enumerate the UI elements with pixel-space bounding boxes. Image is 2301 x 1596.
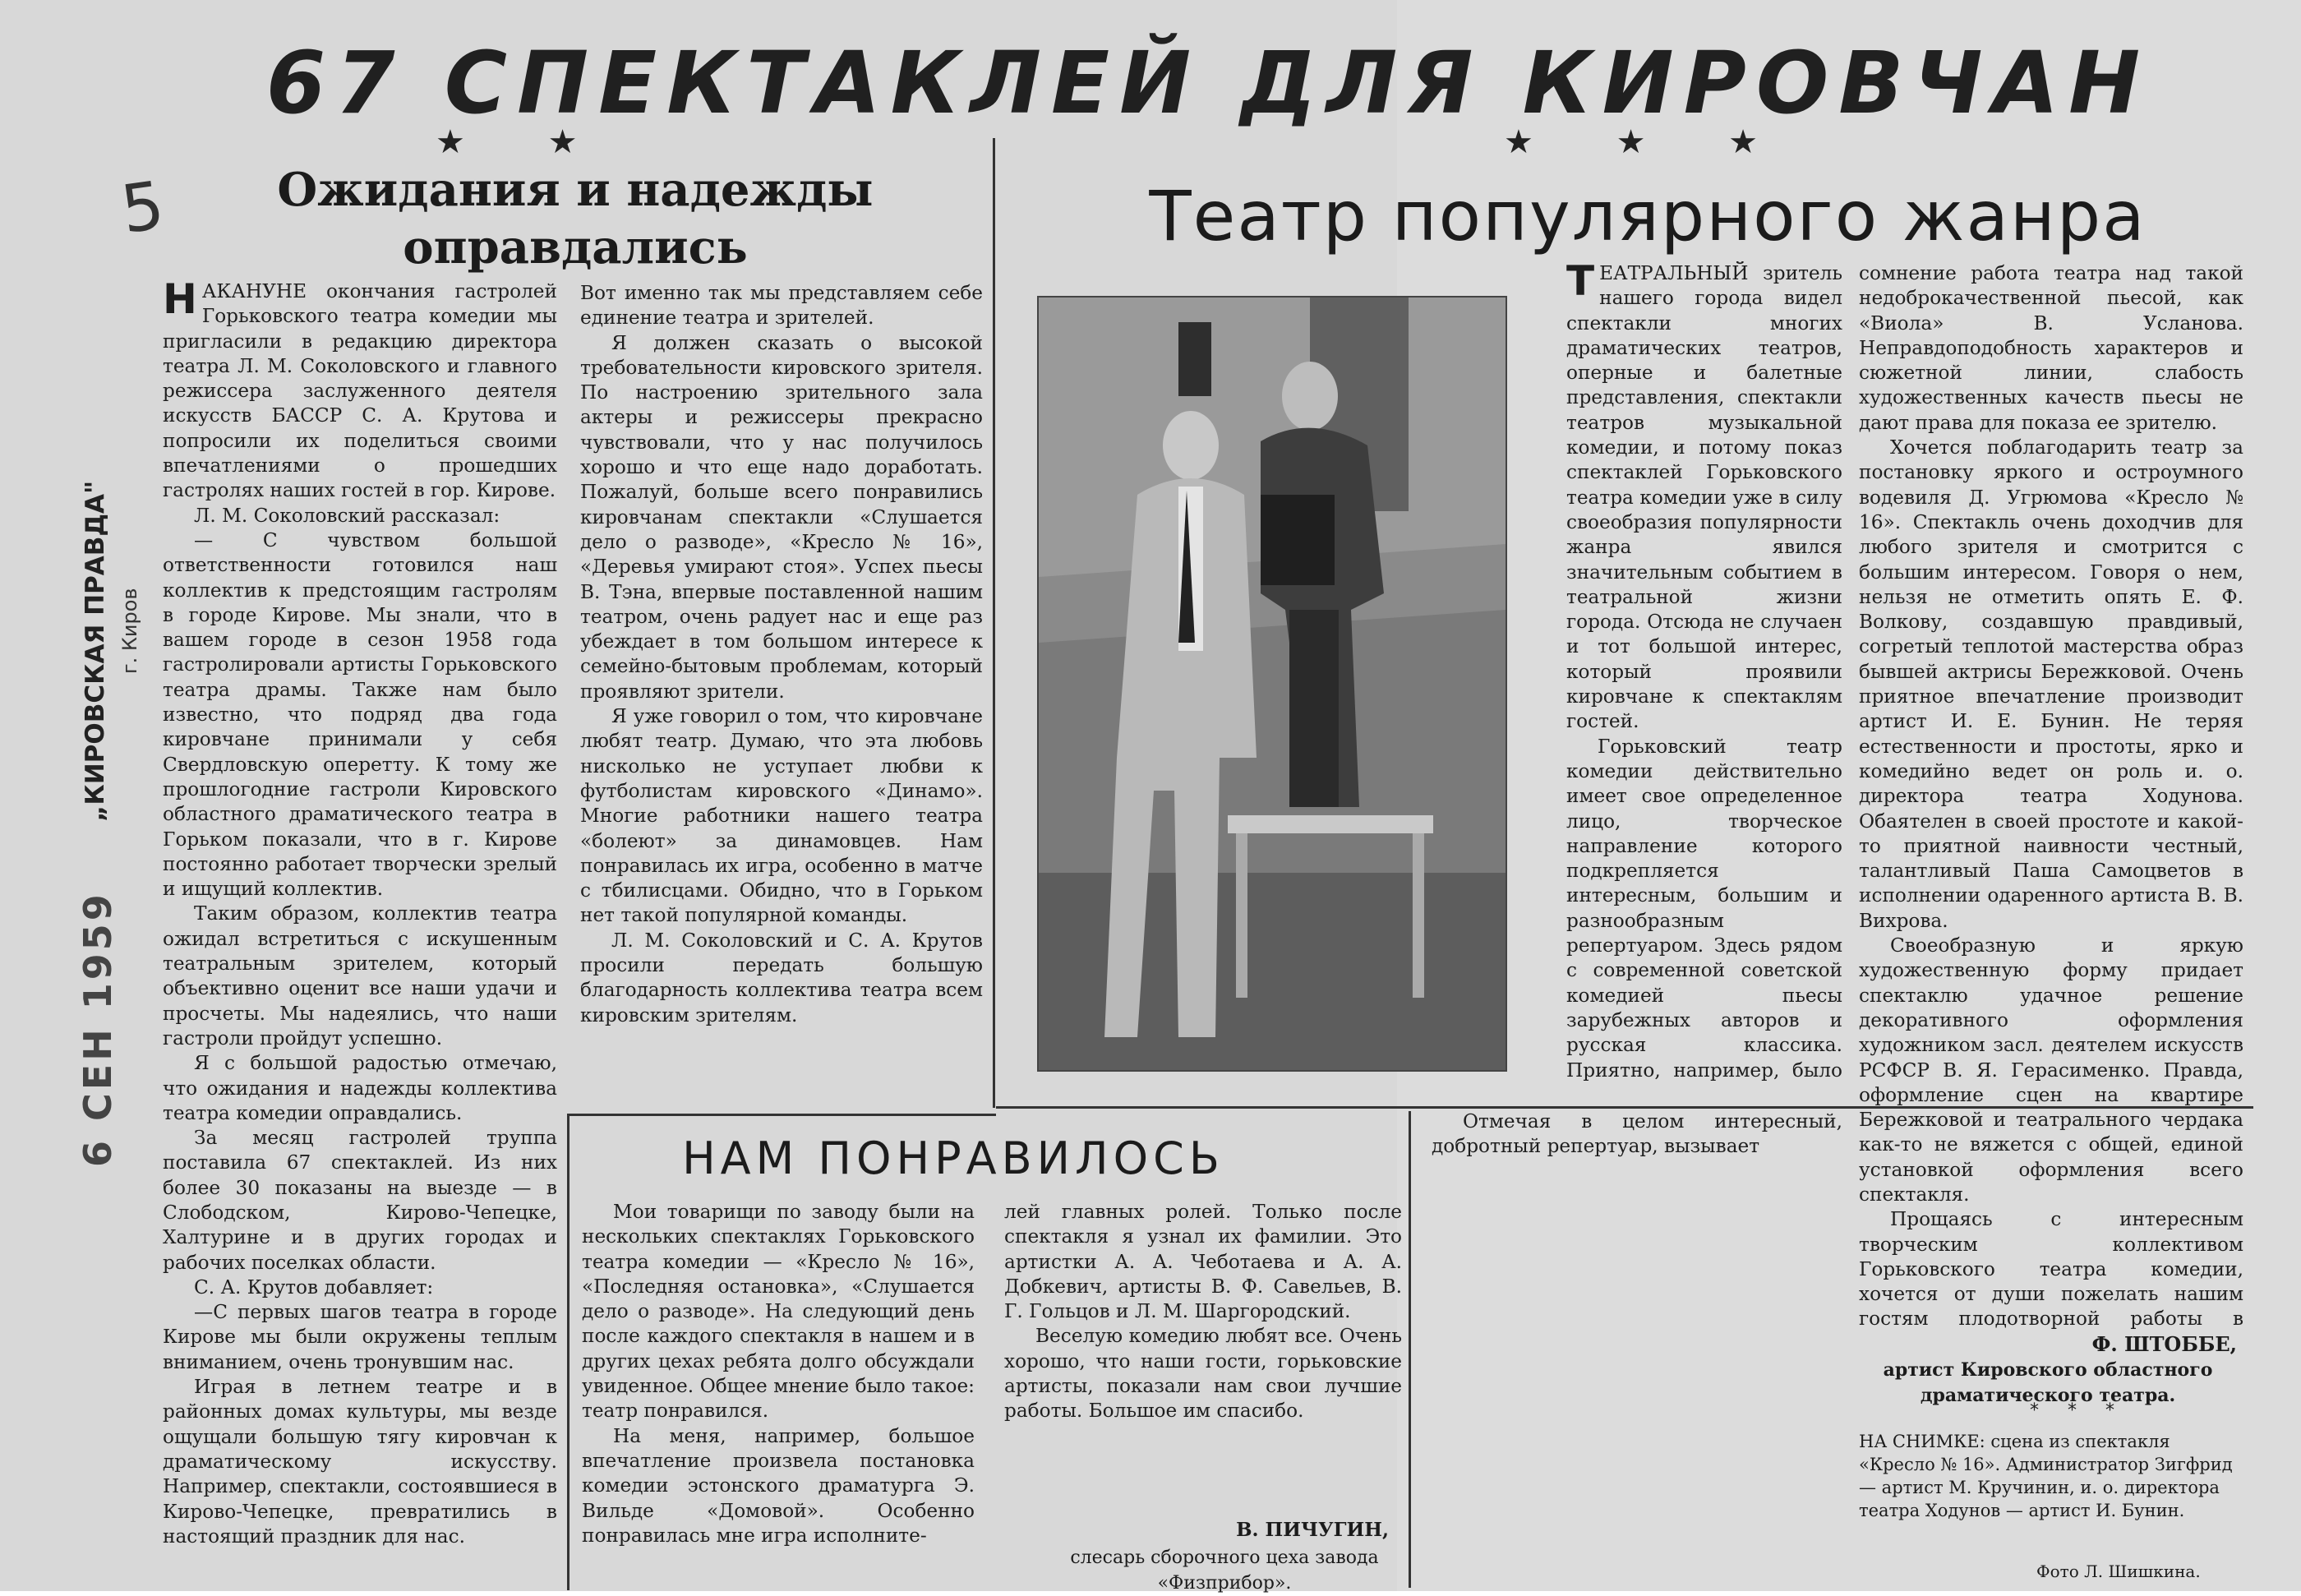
stars-left: ★ ★ [436,123,614,161]
scene-photo [1037,296,1507,1072]
article2-column-1-top [1566,261,1842,1083]
stars-right: ★ ★ ★ [1504,123,1795,161]
divider-lower-top [567,1114,996,1116]
divider-vertical-center [993,138,995,1108]
paragraph: Л. М. Соколовский и С. А. Крутов просили передать большую благодарность коллектива театра всем кировским зрителям. [580,929,983,1026]
paragraph: сомнение работа театра над такой недоброкачественной пьесой, как «Виола» В. Усланова. Неправдоподобность характеров и сюжетной линии, слабость художественных качеств пьесы не дают права для показа ее зрителю. [1859,262,2243,434]
paragraph: Прощаясь с интересным творческим коллективом Горьковского театра комедии, хочется от души пожелать нашим гостям плодотворной работы в [1859,1208,2243,1330]
article3-title: НАМ ПОНРАВИЛОСЬ [682,1132,1224,1184]
article1-column-2 [580,281,983,1103]
paragraph: Веселую комедию любят все. Очень хорошо, что наши гости, горьковские артисты, показали нам свои лучшие работы. Большое им спасибо. [1004,1325,1402,1423]
paragraph: Мои товарищи по заводу были на нескольких спектаклях Горьковского театра комедии — «Кресло № 16», «Последняя остановка», «Слушается дело о разводе». На следующий день после каждого спектакля в нашем и в других цехах ребята долго обсуждали увиденное. Общее мнение было такое: театр понравился. [582,1201,975,1423]
paragraph: Я с большой радостью отмечаю, что ожидания и надежды коллектива театра комедии оправдались. [163,1052,557,1124]
paragraph: Я уже говорил о том, что кировчане любят театр. Думаю, что эта любовь нисколько не уступает любви к футболистам кировского «Динамо». Многие работники нашего театра «болеют» за динамовцев. Нам понравилась их игра, особенно в матче с тбилисцами. Обидно, что в Горьком нет такой популярной команды. [580,705,983,927]
paragraph: — С чувством большой ответственности готовился наш коллектив к предстоящим гастролям в городе Кирове. Мы знали, что в вашем городе в сезон 1958 года гастролировали артисты Горьковского театра драмы. Также нам было известно, что подряд два года кировчане принимали у себя Свердловскую оперетту. К тому же прошлогодние гастроли Кировского областного драматического театра в Горьком показали, что в г. Кирове постоянно работает творчески зрелый и ищущий коллектив. [163,528,557,901]
paragraph: Горьковский театр комедии действительно имеет свое определенное лицо, творческое направление которого подкрепляется интересным, большим и разнообразным репертуаром. Здесь рядом с современной советской комедией пьесы зарубежных авторов и русская классика. Приятно, например, было [1566,735,1842,1082]
city-stamp: г. Киров [118,588,141,674]
paragraph: лей главных ролей. Только после спектакля я узнал их фамилии. Это артистки А. А. Чеботаева и А. А. Добкевич, артисты В. Ф. Савельев, В. Г. Гольцов и Л. М. Шаргородский. [1004,1201,1402,1323]
paragraph: Своеобразную и яркую художественную форму придает спектаклю удачное решение декоративного оформления художником засл. деятелем искусств РСФСР В. Я. Герасименко. Правда, оформление сцен на квартире Бережковой и театрального чердака как-то не вяжется с общей, единой установкой оформления всего спектакля. [1859,934,2243,1206]
divider-vertical-lower-right [1409,1111,1411,1588]
divider-vertical-lower [567,1114,569,1590]
photo-caption: НА СНИМКЕ: сцена из спектакля «Кресло № 16». Администратор Зигфрид — артист М. Кручинин, и. о. директора театра Ходунов — артист И. Бунин. [1859,1432,2233,1520]
article2-signature-role: артист Кировского областного драматического театра. [1883,1359,2213,1406]
article3-column-1 [582,1200,975,1591]
paragraph: На меня, например, большое впечатление произвела постановка комедии эстонского драматурга Э. Вильде «Домовой». Особенно понравилась мне игра исполните- [582,1424,975,1547]
paragraph: За месяц гастролей труппа поставила 67 спектаклей. Из них более 30 показаны на выезде — в Слободском, Кирово-Чепецке, Халтурине и в других городах и рабочих поселках области. [163,1127,557,1274]
article1-title: Ожидания и надежды оправдались [277,163,874,274]
article2-column-1-bottom [1432,1109,1842,1591]
paragraph: Л. М. Соколовский рассказал: [194,504,500,527]
paragraph: —С первых шагов театра в городе Кирове мы были окружены теплым вниманием, очень тронувшим нас. [163,1301,557,1373]
article3-signature-role: слесарь сборочного цеха завода «Физприбор». [1070,1548,1379,1594]
scene-photo-illustration [1039,298,1506,1070]
paragraph: Играя в летнем театре и в районных домах культуры, мы везде ощущали большую тягу кировчан к драматическому искусству. Например, спектакли, состоявшиеся в Кирово-Чепецке, превратились в настоящий праздник для нас. [163,1376,557,1548]
paragraph: Таким образом, коллектив театра ожидал встретиться с искушенным театральным зрителем, который объективно оценит все наши удачи и просчеты. Мы надеялись, что наши гастроли пройдут успешно. [163,902,557,1049]
paragraph: Отмечая в целом интересный, добротный репертуар, вызывает [1432,1110,1842,1158]
article2-column-2 [1859,261,2243,1330]
paragraph: С. А. Крутов добавляет: [194,1275,434,1298]
main-headline: 67 СПЕКТАКЛЕЙ ДЛЯ КИРОВЧАН [265,33,2151,133]
paragraph: Вот именно так мы представляем себе единение театра и зрителей. [580,282,983,330]
paragraph: АКАНУНЕ окончания гастролей Горьковского театра комедии мы пригласили в редакцию директора театра Л. М. Соколовского и главного режиссера заслуженного деятеля искусств БАССР С. А. Крутова и попросили их поделиться своими впечатлениями о прошедших гастролях наших гостей в гор. Кирове. [163,280,557,502]
article3-column-2 [1004,1200,1402,1471]
article3-signature: В. ПИЧУГИН, [1236,1519,1389,1541]
article1-column-1 [163,279,557,1591]
date-stamp: 6 СЕН 1959 [76,891,120,1167]
article2-signature: Ф. ШТОББЕ, [2091,1332,2237,1356]
article2-dropcap: Т [1566,261,1595,305]
stars-bottom: * * * [2030,1400,2126,1421]
source-stamp: „КИРОВСКАЯ ПРАВДА" [81,480,110,822]
paragraph: Хочется поблагодарить театр за постановку яркого и остроумного водевиля Д. Угрюмова «Кресло № 16». Спектакль очень доходчив для любого зрителя и смотрится с большим интересом. Говоря о нем, нельзя не отметить опять Е. Ф. Волкову, создавшую правдивый, согретый теплотой мастерства образ бывшей актрисы Бережковой. Очень приятное впечатление производит артист И. Е. Бунин. Не теряя естественности и простоты, ярко и комедийно ведет он роль и. о. директора театра Ходунова. Обаятелен в своей простоте и какой-то приятной наивности честный, талантливый Паша Самоцветов в исполнении одаренного артиста В. В. Вихрова. [1859,436,2243,932]
photo-credit: Фото Л. Шишкина. [2036,1561,2201,1581]
paragraph: ЕАТРАЛЬНЫЙ зритель нашего города видел спектакли многих драматических театров, оперные и балетные представления, спектакли театров музыкальной комедии, и потому показ спектаклей Горьковского театра комедии уже в силу своеобразия популярности жанра явился значительным событием в театральной жизни города. Отсюда не случаен и тот большой интерес, который проявили кировчане к спектаклям гостей. [1566,262,1842,733]
paragraph: Я должен сказать о высокой требовательности кировского зрителя. По настроению зрительного зала актеры и режиссеры прекрасно чувствовали, что у нас получилось хорошо и что еще надо доработать. Пожалуй, больше всего понравились кировчанам спектакли «Слушается дело о разводе», «Кресло № 16», «Деревья умирают стоя». Успех пьесы В. Тэна, впервые поставленной нашим театром, очень радует нас и еще раз убеждает в том большом интересе к семейно-бытовым проблемам, который проявляют зрители. [580,331,983,703]
article2-title: Театр популярного жанра [1149,176,2147,256]
article1-dropcap: Н [163,279,197,323]
handwritten-mark: 5 [116,166,169,249]
